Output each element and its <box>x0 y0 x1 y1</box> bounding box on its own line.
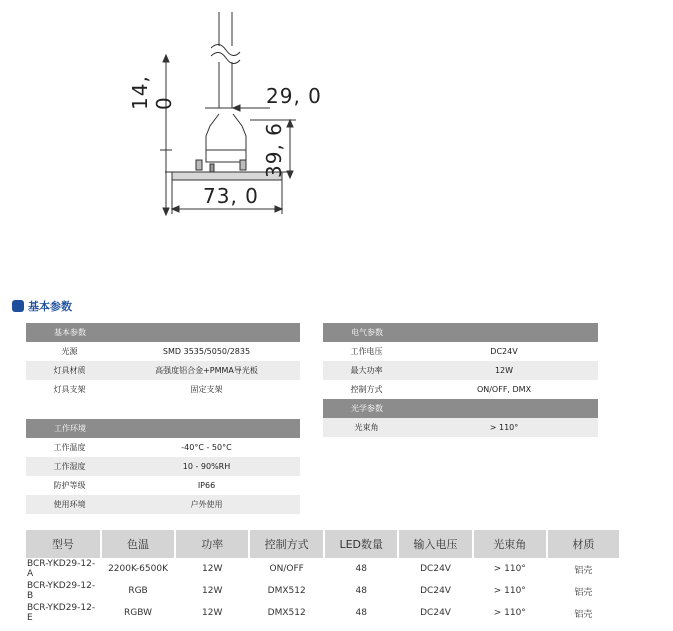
table-cell: 铝壳 <box>574 609 593 620</box>
param-value: > 110° <box>489 423 519 432</box>
table-cell: 铝壳 <box>574 587 593 598</box>
column-header: 功率 <box>175 530 249 558</box>
electrical-table <box>323 323 598 437</box>
model-table-header-row <box>26 530 620 558</box>
dim-cap-width-label: 29, 0 <box>266 84 322 108</box>
table-cell: 2200K-6500K <box>108 564 168 574</box>
param-value: 户外使用 <box>190 500 223 509</box>
param-key: 灯具材质 <box>53 366 86 375</box>
table-row <box>26 602 620 624</box>
electrical-header: 电气参数 <box>323 323 598 342</box>
table-row <box>26 495 300 514</box>
table-row <box>323 418 598 437</box>
table-cell: 12W <box>202 564 223 574</box>
dim-base-width-label: 73, 0 <box>203 184 259 208</box>
optical-header: 光学参数 <box>323 399 598 418</box>
basic-params-header: 基本参数 <box>26 323 300 342</box>
environment-header: 工作环境 <box>26 419 300 438</box>
section-header <box>12 298 72 314</box>
table-row <box>323 361 598 380</box>
param-value: DC24V <box>490 347 518 356</box>
param-key: 使用环境 <box>53 500 86 509</box>
table-cell: 48 <box>355 586 367 596</box>
param-key: 防护等级 <box>53 481 86 490</box>
table-row <box>26 342 300 361</box>
table-row <box>26 580 620 602</box>
table-row <box>26 438 300 457</box>
table-cell: RGBW <box>124 608 153 618</box>
param-key: 最大功率 <box>350 366 383 375</box>
dimension-drawing <box>0 0 673 230</box>
cable-break <box>211 44 240 55</box>
column-header: 色温 <box>101 530 176 558</box>
param-value: -40°C - 50°C <box>181 443 232 452</box>
param-value: 固定支架 <box>190 385 223 394</box>
model-cell: BCR-YKD29-12-A <box>27 559 96 579</box>
dim-height-label: 14, 0 <box>128 75 176 110</box>
table-cell: DMX512 <box>267 608 306 618</box>
model-cell: BCR-YKD29-12-B <box>27 581 96 601</box>
param-value: SMD 3535/5050/2835 <box>162 347 251 356</box>
column-header: 光束角 <box>473 530 547 558</box>
environment-table <box>26 419 300 514</box>
table-cell: ON/OFF <box>269 564 304 574</box>
lamp-body <box>206 114 246 162</box>
param-key: 光源 <box>61 347 78 356</box>
section-marker-icon <box>12 300 24 312</box>
model-table <box>26 530 621 624</box>
table-cell: DC24V <box>420 564 451 574</box>
param-value: 12W <box>494 366 514 375</box>
table-row <box>26 380 300 399</box>
section-title: 基本参数 <box>28 300 72 313</box>
table-cell: 48 <box>355 608 367 618</box>
table-cell: 铝壳 <box>574 565 593 576</box>
basic-params-table <box>26 323 300 399</box>
table-row <box>323 342 598 361</box>
table-row <box>26 558 620 580</box>
column-header: 材质 <box>547 530 620 558</box>
table-cell: RGB <box>128 586 148 596</box>
column-header: LED数量 <box>324 530 398 558</box>
model-cell: BCR-YKD29-12-E <box>27 603 96 623</box>
param-value: 10 - 90%RH <box>182 462 231 471</box>
param-key: 灯具支架 <box>53 385 86 394</box>
param-value: ON/OFF, DMX <box>476 385 532 394</box>
table-cell: 12W <box>202 586 223 596</box>
param-key: 工作电压 <box>350 347 383 356</box>
table-cell: DC24V <box>420 608 451 618</box>
column-header: 控制方式 <box>249 530 324 558</box>
dim-body-height-label: 39, 6 <box>262 122 286 178</box>
column-header: 输入电压 <box>398 530 473 558</box>
table-cell: > 110° <box>493 564 526 574</box>
table-row <box>323 380 598 399</box>
param-key: 工作温度 <box>53 443 86 452</box>
table-cell: DMX512 <box>267 586 306 596</box>
table-cell: DC24V <box>420 586 451 596</box>
table-cell: 48 <box>355 564 367 574</box>
param-key: 工作湿度 <box>53 462 86 471</box>
param-key: 控制方式 <box>350 385 383 394</box>
table-row <box>26 361 300 380</box>
table-row <box>26 476 300 495</box>
param-value: 高强度铝合金+PMMA导光板 <box>155 366 258 375</box>
param-value: IP66 <box>197 481 216 490</box>
column-header: 型号 <box>26 530 101 558</box>
param-key: 光束角 <box>354 423 379 432</box>
table-cell: > 110° <box>493 608 526 618</box>
table-row <box>26 457 300 476</box>
table-cell: 12W <box>202 608 223 618</box>
table-cell: > 110° <box>493 586 526 596</box>
